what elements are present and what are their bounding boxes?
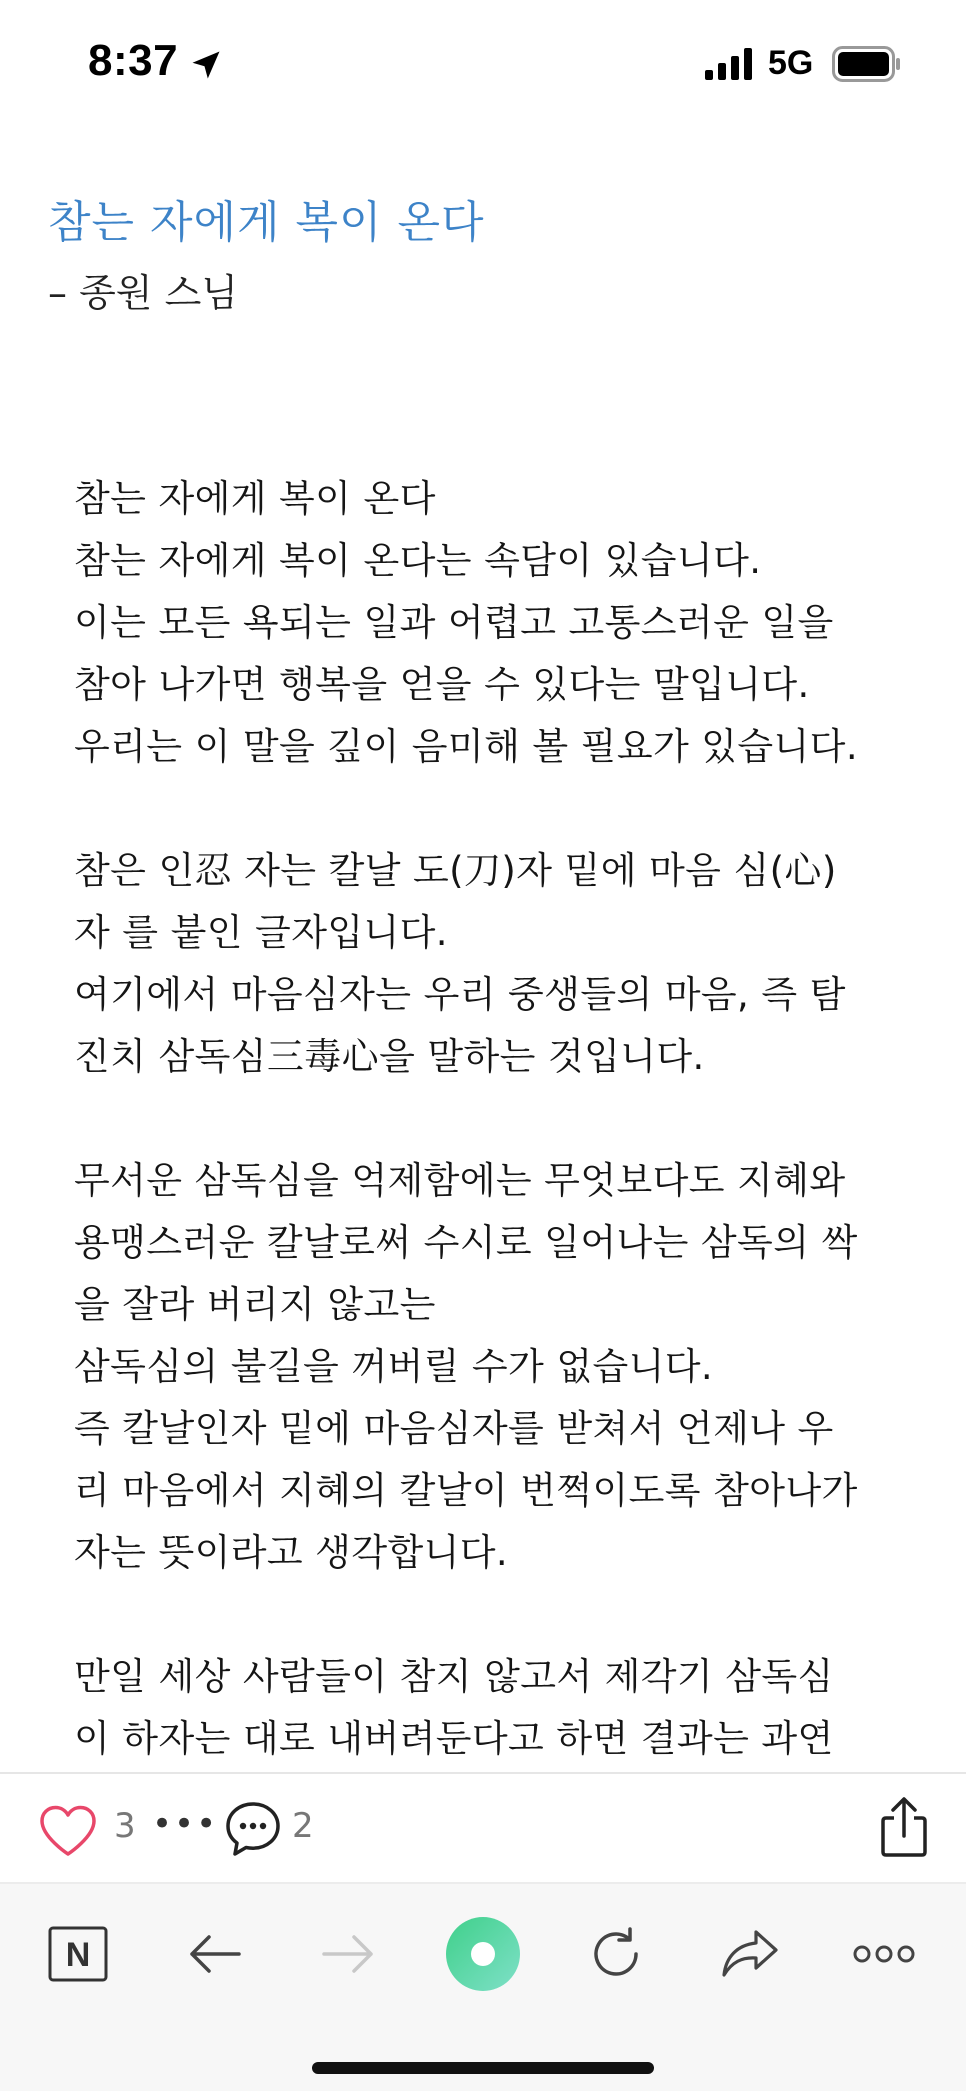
more-icon (852, 1942, 916, 1966)
naver-home-button[interactable] (38, 1914, 118, 1994)
share-page-button[interactable] (710, 1914, 790, 1994)
article-line: 만일 세상 사람들이 참지 않고서 제각기 삼독심 (74, 1655, 834, 1698)
article-line: 삼독심의 불길을 꺼버릴 수가 없습니다. (74, 1345, 714, 1388)
article-line: 여기에서 마음심자는 우리 중생들의 마음, 즉 탐 (74, 973, 846, 1016)
heart-icon[interactable] (38, 1804, 98, 1858)
article-line: 리 마음에서 지혜의 칼날이 번쩍이도록 참아나가 (74, 1469, 858, 1512)
article-line: 우리는 이 말을 깊이 음미해 볼 필요가 있습니다. (74, 725, 858, 768)
refresh-button[interactable] (576, 1914, 656, 1994)
location-arrow-icon (188, 47, 224, 83)
browser-toolbar (0, 1884, 966, 2091)
article-line: 용맹스러운 칼날로써 수시로 일어나는 삼독의 싹 (74, 1221, 858, 1264)
article-line: 참은 인忍 자는 칼날 도(刀)자 밑에 마음 심(心) (74, 849, 837, 892)
article-line: 자는 뜻이라고 생각합니다. (74, 1531, 509, 1574)
reaction-bar (0, 1772, 966, 1884)
article-line: 이는 모든 욕되는 일과 어렵고 고통스러운 일을 (74, 601, 834, 644)
article-line: 이 하자는 대로 내버려둔다고 하면 결과는 과연 (74, 1717, 834, 1760)
paragraph-gap (74, 778, 934, 840)
back-arrow-icon (187, 1932, 243, 1976)
share-icon[interactable] (880, 1796, 928, 1858)
network-label: 5G (768, 44, 814, 82)
article-line: 을 잘라 버리지 않고는 (74, 1283, 436, 1326)
comment-icon[interactable] (224, 1800, 282, 1858)
post-title: 참는 자에게 복이 온다 (48, 197, 485, 248)
cellular-signal-icon (705, 48, 755, 80)
article-line: 참아 나가면 행복을 얻을 수 있다는 말입니다. (74, 663, 810, 706)
status-time: 8:37 (88, 36, 179, 85)
share-arrow-icon (720, 1928, 780, 1980)
green-dot-button[interactable] (443, 1914, 523, 1994)
comment-count: 2 (292, 1806, 314, 1846)
article-line: 진치 삼독심三毒心을 말하는 것입니다. (74, 1035, 705, 1078)
status-bar (0, 0, 966, 120)
article-line: 즉 칼날인자 밑에 마음심자를 받쳐서 언제나 우 (74, 1407, 834, 1450)
more-options-button[interactable]: ••• (152, 1804, 219, 1844)
naver-n-icon (48, 1926, 108, 1982)
post-author: – 종원 스님 (48, 271, 238, 315)
forward-button[interactable] (308, 1914, 388, 1994)
home-indicator (312, 2062, 654, 2074)
green-dot-icon (445, 1916, 521, 1992)
article-line: 자 를 붙인 글자입니다. (74, 911, 448, 954)
article-body (74, 468, 934, 1768)
naver-n-label: N (65, 1936, 91, 1974)
article-line: 참는 자에게 복이 온다는 속담이 있습니다. (74, 539, 762, 582)
article-line: 참는 자에게 복이 온다 (74, 477, 436, 520)
battery-icon (832, 46, 902, 82)
paragraph-gap (74, 1088, 934, 1150)
paragraph-gap (74, 1584, 934, 1646)
back-button[interactable] (175, 1914, 255, 1994)
refresh-icon (588, 1926, 644, 1982)
more-menu-button[interactable] (844, 1914, 924, 1994)
like-count: 3 (114, 1806, 136, 1846)
forward-arrow-icon (320, 1932, 376, 1976)
article-line: 무서운 삼독심을 억제함에는 무엇보다도 지혜와 (74, 1159, 846, 1202)
